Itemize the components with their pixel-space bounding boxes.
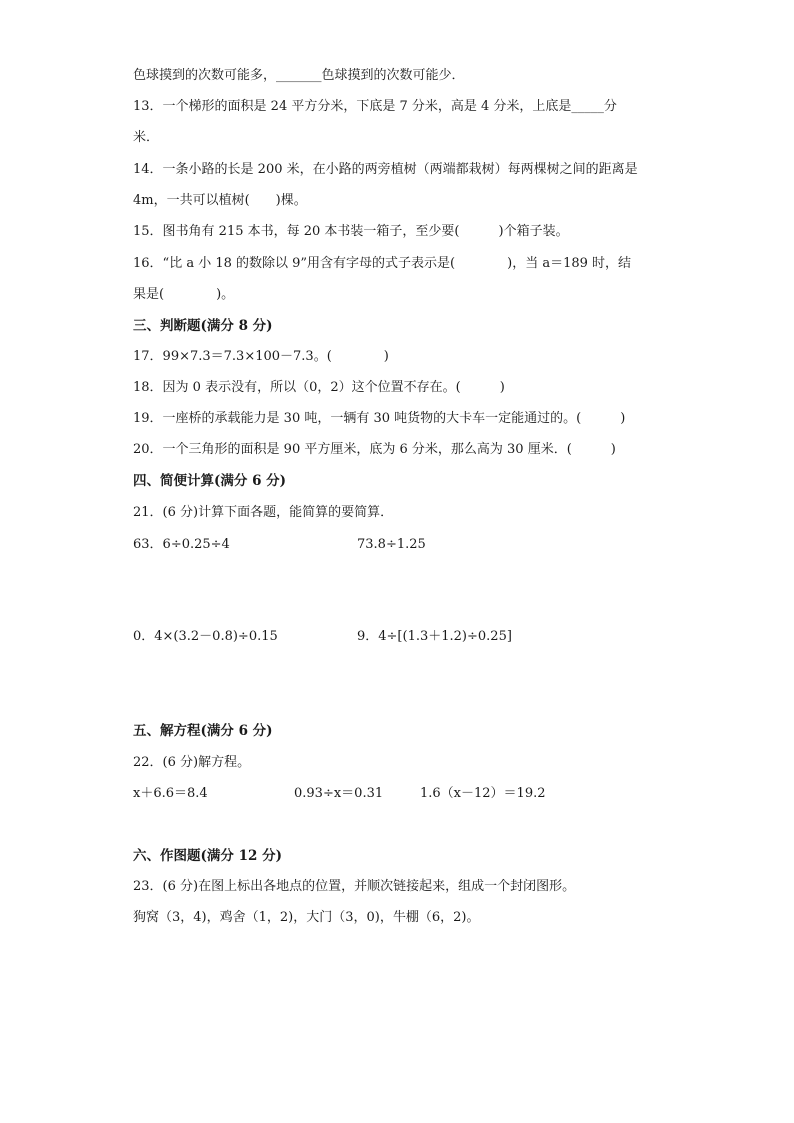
q23-points: 狗窝（3，4)，鸡舍（1，2)，大门（3，0)，牛棚（6，2)。 (133, 910, 480, 925)
q14-line2: 4m，一共可以植树( )棵。 (133, 193, 307, 208)
section-3-heading: 三、判断题(满分 8 分) (133, 318, 273, 334)
q21-expr-3: 0．4×(3.2－0.8)÷0.15 (133, 629, 278, 644)
q22-eq-3: 1.6（x－12）＝19.2 (420, 786, 546, 801)
q23-prompt: 23．(6 分)在图上标出各地点的位置，并顺次链接起来，组成一个封闭图形。 (133, 879, 576, 894)
q22-eq-2: 0.93÷x＝0.31 (294, 786, 384, 801)
section-5-heading: 五、解方程(满分 6 分) (133, 723, 273, 739)
q16-line1: 16．“比 a 小 18 的数除以 9”用含有字母的式子表示是( )，当 a＝189 时，结 (133, 256, 632, 271)
section-6-heading: 六、作图题(满分 12 分) (133, 848, 282, 864)
q12-continuation: 色球摸到的次数可能多，_______色球摸到的次数可能少． (133, 68, 465, 83)
q15: 15．图书角有 215 本书，每 20 本书装一箱子，至少要( )个箱子装。 (133, 224, 569, 239)
q18: 18．因为 0 表示没有，所以（0，2）这个位置不存在。( ) (133, 380, 505, 395)
q13-line1: 13．一个梯形的面积是 24 平方分米，下底是 7 分米，高是 4 分米，上底是_____分 (133, 99, 617, 114)
q20: 20．一个三角形的面积是 90 平方厘米，底为 6 分米，那么高为 30 厘米．( ) (133, 442, 616, 457)
section-4-heading: 四、简便计算(满分 6 分) (133, 473, 287, 489)
q19: 19．一座桥的承载能力是 30 吨，一辆有 30 吨货物的大卡车一定能通过的。( ) (133, 411, 626, 426)
q21-prompt: 21．(6 分)计算下面各题，能简算的要简算． (133, 505, 394, 520)
q13-line2: 米． (133, 130, 160, 145)
q16-line2: 果是( )。 (133, 287, 235, 302)
q21-expr-1: 63．6÷0.25÷4 (133, 537, 230, 552)
q21-expr-4: 9．4÷[(1.3＋1.2)÷0.25] (357, 629, 512, 644)
q21-expr-2: 73.8÷1.25 (357, 537, 426, 552)
q14-line1: 14．一条小路的长是 200 米，在小路的两旁植树（两端都栽树）每两棵树之间的距离是 (133, 162, 638, 177)
q22-eq-1: x＋6.6＝8.4 (133, 786, 208, 801)
q17: 17．99×7.3＝7.3×100－7.3。( ) (133, 349, 389, 364)
q22-prompt: 22．(6 分)解方程。 (133, 755, 251, 770)
